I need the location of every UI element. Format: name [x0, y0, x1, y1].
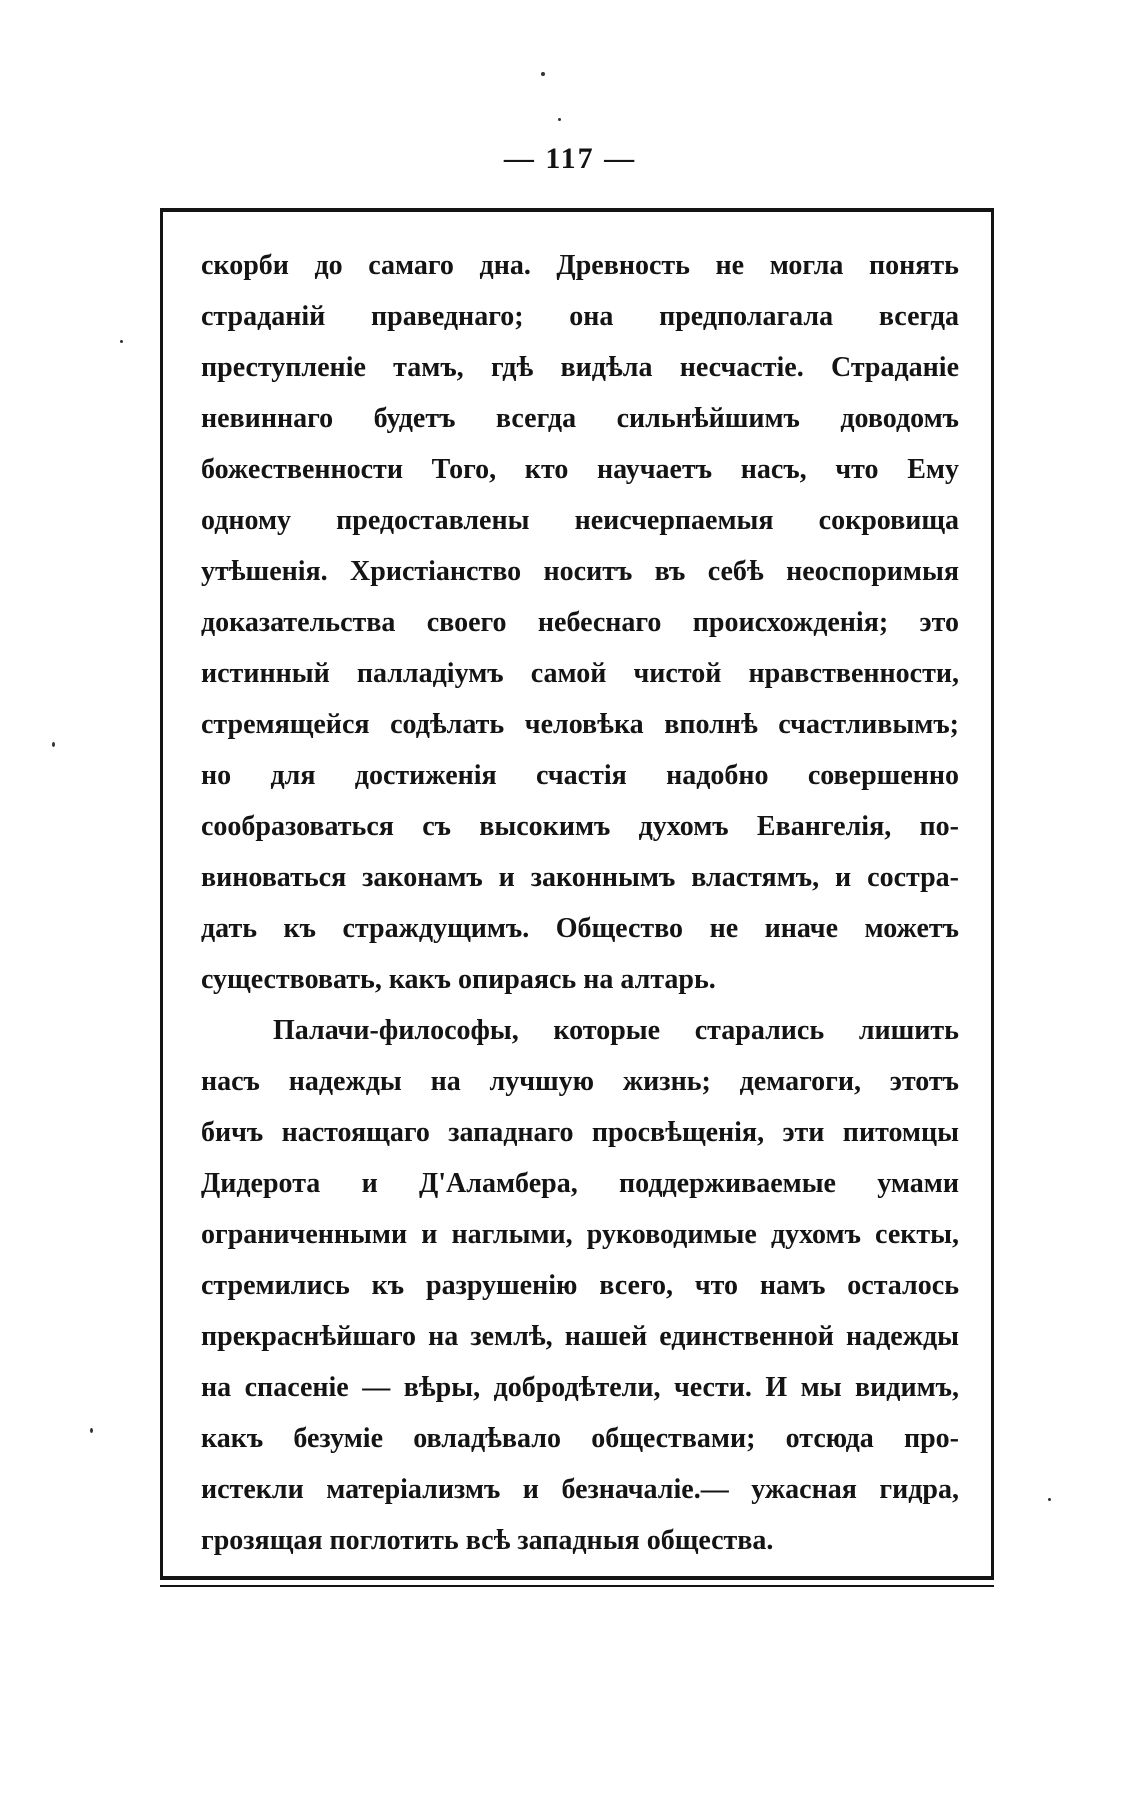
text-frame: [160, 208, 994, 1580]
text-line: насъ надежды на лучшую жизнь; демагоги, этотъ: [201, 1066, 959, 1097]
page-number: — 117 —: [503, 142, 637, 175]
text-line: доказательства своего небеснаго происхожденія; это: [201, 607, 959, 638]
text-line: скорби до самаго дна. Древность не могла понять: [201, 250, 959, 281]
text-line: бичъ настоящаго западнаго просвѣщенія, эти питомцы: [201, 1117, 959, 1148]
text-line: прекраснѣйшаго на землѣ, нашей единственной надежды: [201, 1321, 959, 1352]
scan-speck: [120, 340, 123, 343]
text-line: сообразоваться съ высокимъ духомъ Евангелія, по-: [201, 811, 959, 842]
text-line: на спасеніе — вѣры, добродѣтели, чести. И мы видимъ,: [201, 1372, 959, 1403]
text-line: существовать, какъ опираясь на алтарь.: [201, 964, 716, 995]
scan-speck: [90, 1428, 93, 1433]
scan-speck: [1048, 1498, 1051, 1501]
text-line: страданій праведнаго; она предполагала всегда: [201, 301, 959, 332]
text-line: божественности Того, кто научаетъ насъ, что Ему: [201, 454, 959, 485]
text-line: преступленіе тамъ, гдѣ видѣла несчастіе. Страданіе: [201, 352, 959, 383]
text-line: одному предоставлены неисчерпаемыя сокровища: [201, 505, 959, 536]
text-line: Дидерота и Д'Аламбера, поддерживаемые умами: [201, 1168, 959, 1199]
scan-speck: [541, 72, 545, 76]
text-line: истинный палладіумъ самой чистой нравственности,: [201, 658, 959, 689]
text-line: какъ безуміе овладѣвало обществами; отсюда про-: [201, 1423, 959, 1454]
text-line: Палачи-философы, которые старались лишить: [273, 1015, 959, 1046]
text-line: дать къ страждущимъ. Общество не иначе можетъ: [201, 913, 959, 944]
text-line: невиннаго будетъ всегда сильнѣйшимъ доводомъ: [201, 403, 959, 434]
page-body-text: [201, 240, 959, 1566]
text-line: истекли матеріализмъ и безначаліе.— ужасная гидра,: [201, 1474, 959, 1505]
text-line: виноваться законамъ и законнымъ властямъ, и сострa-: [201, 862, 959, 893]
text-line: ограниченными и наглыми, руководимые духомъ секты,: [201, 1219, 959, 1250]
text-line: стремящейся содѣлать человѣка вполнѣ счастливымъ;: [201, 709, 959, 740]
scan-speck: [52, 742, 55, 747]
text-line: грозящая поглотить всѣ западныя общества.: [201, 1525, 774, 1556]
text-line: утѣшенія. Христіанство носитъ въ себѣ неоспоримыя: [201, 556, 959, 587]
text-line: стремились къ разрушенію всего, что намъ осталось: [201, 1270, 959, 1301]
text-line: но для достиженія счастія надобно совершенно: [201, 760, 959, 791]
scan-speck: [558, 118, 561, 121]
